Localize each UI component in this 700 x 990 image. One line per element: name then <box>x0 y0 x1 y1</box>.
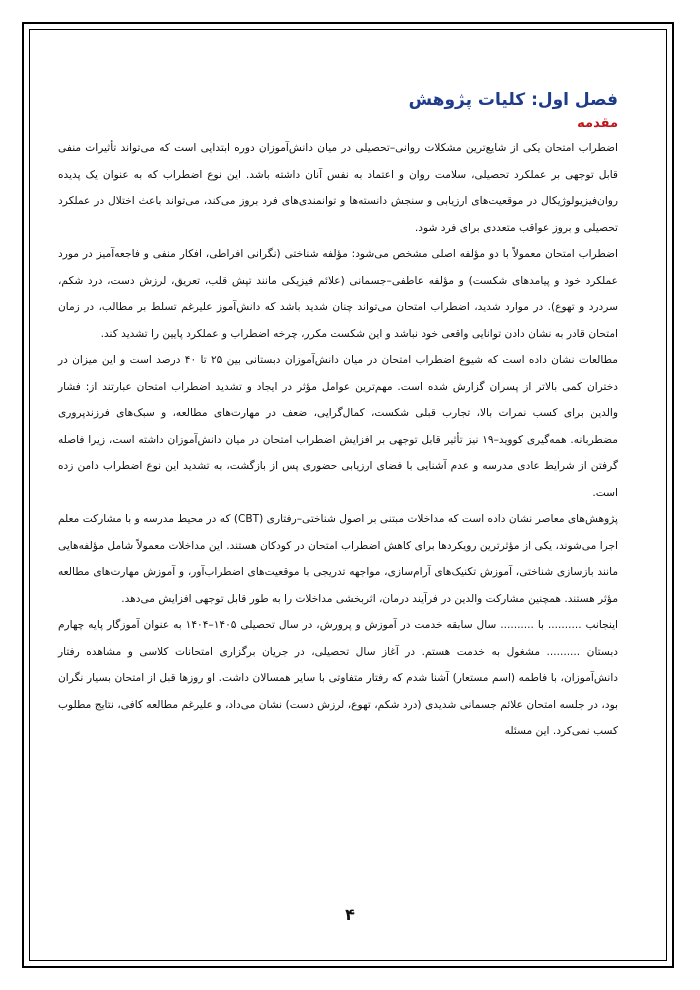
paragraph: اضطراب امتحان یکی از شایع‌ترین مشکلات روانی–تحصیلی در میان دانش‌آموزان دوره ابتدایی است که می‌تواند تأثیرات منفی قابل توجهی بر عملکرد تحصیلی، سلامت روان و اعتماد به نفس آنان داشته باشد. این نوع اضطراب که به عنوان یک پدیده روان‌فیزیولوژیکال در موقعیت‌های ارزیابی و سنجش دانسته‌ها و توانمندی‌های فرد بروز می‌کند، می‌تواند باعث اختلال در عملکرد تحصیلی و بروز عواقب متعددی برای فرد شود. <box>58 142 618 234</box>
document-body <box>58 90 618 745</box>
paragraph: مطالعات نشان داده است که شیوع اضطراب امتحان در میان دانش‌آموزان دبستانی بین ۲۵ تا ۴۰ درصد است و این میزان در دختران کمی بالاتر از پسران گزارش شده است. مهم‌ترین عوامل مؤثر در ایجاد و تشدید اضطراب امتحان عبارتند از: فشار والدین برای کسب نمرات بالا، تجارب قبلی شکست، کمال‌گرایی، ضعف در مهارت‌های مطالعه، و سبک‌های فرزندپروری مضطربانه. همه‌گیری کووید–۱۹ نیز تأثیر قابل توجهی بر افزایش اضطراب امتحان در میان دانش‌آموزان داشته است، زیرا فاصله گرفتن از شرایط عادی مدرسه و عدم آشنایی با فضای ارزیابی حضوری پس از بازگشت، به تشدید این نوع اضطراب دامن زده است. <box>58 354 618 499</box>
section-title: مقدمه <box>577 116 618 131</box>
paragraph: اینجانب .......... با .......... سال سابقه خدمت در آموزش و پرورش، در سال تحصیلی ۱۴۰۵–۱۴۰۴ به عنوان آموزگار پایه چهارم دبستان .......... مشغول به خدمت هستم. در آغاز سال تحصیلی، در جریان برگزاری امتحانات کلاسی و مشاهده رفتار دانش‌آموزان، با فاطمه (اسم مستعار) آشنا شدم که رفتار متفاوتی با سایر همسالان داشت. او روزها قبل از امتحان بسیار نگران بود، در جلسه امتحان علائم جسمانی شدیدی (درد شکم، تهوع، لرزش دست) نشان می‌داد، و علیرغم مطالعه کافی، نتایج مطلوب کسب نمی‌کرد. این مسئله <box>58 619 618 737</box>
chapter-title: فصل اول: کلیات پژوهش <box>408 90 618 110</box>
page-number: ۴ <box>345 905 355 924</box>
paragraph: اضطراب امتحان معمولاً با دو مؤلفه اصلی مشخص می‌شود: مؤلفه شناختی (نگرانی افراطی، افکار منفی و فاجعه‌آمیز در مورد عملکرد خود و پیامدهای شکست) و مؤلفه عاطفی–جسمانی (علائم فیزیکی مانند تپش قلب، تعریق، لرزش دست، درد شکم، سردرد و تهوع). در موارد شدید، اضطراب امتحان می‌تواند چنان شدید باشد که دانش‌آموز علیرغم تسلط بر مطالب، در زمان امتحان قادر به نشان دادن توانایی واقعی خود نباشد و این شکست مکرر، چرخه اضطراب و عملکرد پایین را تشدید کند. <box>58 248 618 340</box>
paragraph: پژوهش‌های معاصر نشان داده است که مداخلات مبتنی بر اصول شناختی–رفتاری (CBT) که در محیط مدرسه و با مشارکت معلم اجرا می‌شوند، یکی از مؤثرترین رویکردها برای کاهش اضطراب امتحان در کودکان هستند. این مداخلات معمولاً شامل مؤلفه‌هایی مانند بازسازی شناختی، آموزش تکنیک‌های آرام‌سازی، مواجهه تدریجی با موقعیت‌های اضطراب‌آور، و آموزش مهارت‌های مطالعه مؤثر هستند. همچنین مشارکت والدین در فرآیند درمان، اثربخشی مداخلات را به طور قابل توجهی افزایش می‌دهد. <box>58 513 618 605</box>
